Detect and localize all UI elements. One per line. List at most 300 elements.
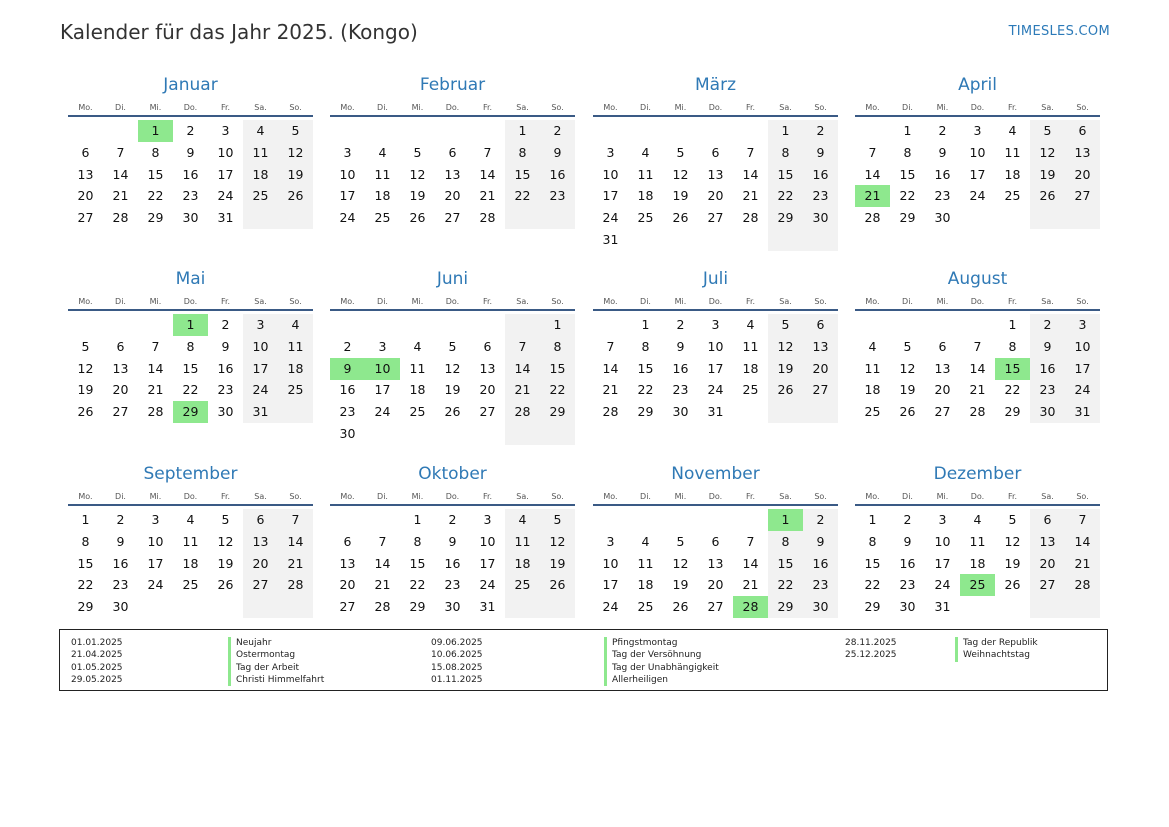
day-cell: 17 — [707, 360, 724, 376]
weekday-label: Do. — [183, 297, 198, 306]
legend-date: 01.11.2025 — [431, 674, 483, 685]
weekday-label: So. — [551, 492, 564, 501]
legend-holiday-name: Allerheiligen — [604, 674, 719, 686]
day-grid — [68, 120, 313, 252]
weekday-label: Do. — [445, 297, 460, 306]
day-cell: 26 — [540, 574, 575, 596]
day-cell: 26 — [1030, 185, 1065, 207]
day-cell: 27 — [444, 210, 461, 226]
day-cell: 19 — [672, 577, 689, 593]
day-cell: 3 — [483, 512, 492, 527]
weekday-label: Di. — [640, 492, 651, 501]
day-cell: 7 — [606, 338, 615, 354]
day-cell: 22 — [768, 574, 803, 596]
day-cell: 8 — [768, 531, 803, 553]
day-cell: 19 — [1004, 555, 1021, 571]
weekend-cell — [243, 207, 278, 229]
day-cell: 19 — [672, 188, 689, 204]
month-0 — [68, 74, 313, 252]
day-cell: 2 — [186, 123, 195, 138]
day-cell: 27 — [1030, 574, 1065, 596]
day-cell: 17 — [602, 577, 619, 593]
day-cell: 21 — [742, 577, 759, 593]
weekday-label: Di. — [377, 103, 388, 112]
month-8 — [68, 463, 313, 641]
day-cell: 27 — [77, 210, 94, 226]
weekday-label: Fr. — [745, 492, 756, 501]
day-cell: 11 — [637, 166, 654, 182]
legend-names-col-3 — [955, 637, 1038, 662]
weekday-label: Di. — [115, 103, 126, 112]
weekday-label: Do. — [445, 103, 460, 112]
day-grid — [330, 509, 575, 641]
month-name: September — [143, 464, 238, 484]
day-cell: 22 — [768, 185, 803, 207]
weekday-label: So. — [814, 492, 827, 501]
day-cell: 18 — [278, 358, 313, 380]
day-cell: 17 — [934, 555, 951, 571]
weekday-label: Do. — [445, 492, 460, 501]
day-cell: 27 — [1065, 185, 1100, 207]
day-cell: 20 — [1065, 164, 1100, 186]
day-cell: 25 — [505, 574, 540, 596]
day-cell: 15 — [540, 358, 575, 380]
day-cell: 27 — [243, 574, 278, 596]
weekend-cell — [278, 596, 313, 618]
day-cell: 22 — [505, 185, 540, 207]
day-cell: 5 — [81, 338, 90, 354]
weekend-cell — [1030, 207, 1065, 229]
day-cell: 25 — [637, 599, 654, 615]
day-cell: 10 — [1065, 336, 1100, 358]
day-cell: 31 — [1065, 401, 1100, 423]
day-cell: 26 — [217, 577, 234, 593]
day-cell: 13 — [1030, 531, 1065, 553]
month-name: April — [958, 75, 997, 95]
weekday-label: Sa. — [1041, 492, 1054, 501]
day-cell: 24 — [1065, 379, 1100, 401]
day-cell: 9 — [186, 144, 195, 160]
day-cell: 13 — [479, 360, 496, 376]
weekday-label: Mi. — [936, 492, 949, 501]
day-cell: 6 — [1030, 509, 1065, 531]
legend-dates-col-1 — [71, 637, 123, 686]
day-cell: 27 — [479, 404, 496, 420]
day-cell: 17 — [339, 188, 356, 204]
day-cell: 9 — [803, 142, 838, 164]
month-name: Januar — [163, 75, 218, 95]
weekend-cell — [1065, 207, 1100, 229]
day-cell: 20 — [707, 188, 724, 204]
weekday-label: Fr. — [1007, 492, 1018, 501]
weekday-label: Mo. — [865, 492, 880, 501]
weekday-label: Mi. — [149, 492, 162, 501]
weekday-header — [593, 489, 838, 506]
day-cell: 19 — [409, 188, 426, 204]
weekday-label: So. — [1076, 297, 1089, 306]
weekday-label: Do. — [708, 103, 723, 112]
day-cell: 5 — [676, 533, 685, 549]
legend-dates-col-2 — [431, 637, 483, 686]
weekend-cell — [768, 401, 803, 423]
day-cell: 7 — [505, 336, 540, 358]
day-cell: 15 — [768, 553, 803, 575]
day-cell: 6 — [343, 533, 352, 549]
day-cell: 14 — [278, 531, 313, 553]
day-cell: 13 — [803, 336, 838, 358]
day-cell: 22 — [409, 577, 426, 593]
day-cell: 18 — [1004, 166, 1021, 182]
weekend-cell — [803, 229, 838, 251]
weekday-label: Sa. — [516, 297, 529, 306]
weekday-label: Di. — [902, 492, 913, 501]
day-cell: 29 — [637, 404, 654, 420]
brand-link[interactable]: TIMESLES.COM — [1008, 24, 1110, 39]
month-1 — [330, 74, 575, 252]
day-cell: 13 — [707, 555, 724, 571]
weekday-label: Mi. — [674, 103, 687, 112]
day-grid — [855, 120, 1100, 252]
day-cell: 4 — [186, 512, 195, 527]
month-5 — [330, 268, 575, 446]
day-cell: 24 — [147, 577, 164, 593]
month-name: Dezember — [933, 464, 1022, 484]
day-cell: 6 — [711, 533, 720, 549]
legend-date: 01.05.2025 — [71, 662, 123, 673]
day-cell: 11 — [243, 142, 278, 164]
day-cell: 27 — [339, 599, 356, 615]
weekday-header — [68, 294, 313, 311]
day-cell: 4 — [413, 338, 422, 354]
weekday-label: Di. — [377, 492, 388, 501]
day-cell: 24 — [374, 404, 391, 420]
day-cell: 29 — [899, 210, 916, 226]
day-cell: 20 — [444, 188, 461, 204]
day-cell: 17 — [374, 382, 391, 398]
day-cell: 30 — [182, 210, 199, 226]
day-cell: 9 — [903, 533, 912, 549]
day-cell: 20 — [1030, 553, 1065, 575]
month-name: Februar — [419, 75, 486, 95]
day-cell: 21 — [278, 553, 313, 575]
day-cell: 6 — [803, 314, 838, 336]
day-cell: 23 — [339, 404, 356, 420]
weekday-label: Mi. — [936, 103, 949, 112]
day-cell: 10 — [934, 533, 951, 549]
day-cell: 26 — [1004, 577, 1021, 593]
day-cell: 3 — [606, 144, 615, 160]
legend-names-col-2 — [604, 637, 719, 686]
weekday-header — [855, 294, 1100, 311]
day-cell: 13 — [1065, 142, 1100, 164]
legend-date: 09.06.2025 — [431, 638, 483, 648]
day-cell: 21 — [742, 188, 759, 204]
day-cell: 15 — [637, 360, 654, 376]
weekday-label: Di. — [115, 492, 126, 501]
day-cell: 21 — [1065, 553, 1100, 575]
weekday-header — [593, 100, 838, 117]
weekday-label: So. — [551, 103, 564, 112]
weekday-label: Fr. — [1007, 297, 1018, 306]
day-cell: 10 — [339, 166, 356, 182]
weekday-label: Mo. — [603, 297, 618, 306]
weekday-label: Mo. — [340, 297, 355, 306]
day-cell: 13 — [77, 166, 94, 182]
day-cell: 21 — [479, 188, 496, 204]
day-cell: 20 — [934, 382, 951, 398]
weekday-label: Do. — [183, 492, 198, 501]
holiday-day-cell: 28 — [733, 596, 768, 618]
day-cell: 19 — [540, 553, 575, 575]
day-cell: 12 — [77, 360, 94, 376]
day-cell: 5 — [1030, 120, 1065, 142]
weekday-header — [68, 489, 313, 506]
weekday-label: Sa. — [516, 492, 529, 501]
day-cell: 22 — [540, 379, 575, 401]
weekday-label: Sa. — [779, 492, 792, 501]
weekday-label: Mo. — [78, 297, 93, 306]
weekday-label: Fr. — [745, 103, 756, 112]
day-cell: 31 — [479, 599, 496, 615]
holiday-day-cell: 1 — [768, 509, 803, 531]
weekday-label: Do. — [708, 297, 723, 306]
page-title: Kalender für das Jahr 2025. (Kongo) — [60, 20, 418, 44]
weekday-header — [855, 489, 1100, 506]
day-cell: 18 — [969, 555, 986, 571]
weekday-label: Di. — [902, 297, 913, 306]
day-cell: 11 — [374, 166, 391, 182]
day-cell: 7 — [116, 144, 125, 160]
day-cell: 15 — [147, 166, 164, 182]
day-cell: 17 — [602, 188, 619, 204]
day-cell: 5 — [540, 509, 575, 531]
day-cell: 8 — [81, 533, 90, 549]
day-cell: 1 — [768, 120, 803, 142]
month-9 — [330, 463, 575, 641]
day-cell: 15 — [768, 164, 803, 186]
day-cell: 8 — [413, 533, 422, 549]
day-cell: 21 — [374, 577, 391, 593]
weekend-cell — [505, 314, 540, 336]
weekday-label: Di. — [640, 297, 651, 306]
day-cell: 15 — [77, 555, 94, 571]
weekday-label: So. — [1076, 103, 1089, 112]
day-cell: 5 — [221, 512, 230, 527]
weekday-label: Fr. — [482, 492, 493, 501]
day-cell: 2 — [448, 512, 457, 527]
day-cell: 26 — [444, 404, 461, 420]
day-cell: 12 — [278, 142, 313, 164]
day-cell: 18 — [505, 553, 540, 575]
day-cell: 18 — [374, 188, 391, 204]
weekday-label: Mo. — [603, 103, 618, 112]
legend-names-col-1 — [228, 637, 324, 686]
day-cell: 5 — [278, 120, 313, 142]
weekday-label: So. — [289, 492, 302, 501]
weekday-label: Mo. — [865, 297, 880, 306]
weekend-cell — [540, 423, 575, 445]
day-cell: 26 — [409, 210, 426, 226]
day-cell: 31 — [707, 404, 724, 420]
day-cell: 4 — [1008, 123, 1017, 138]
weekday-label: Fr. — [220, 492, 231, 501]
day-cell: 23 — [934, 188, 951, 204]
day-cell: 5 — [1008, 512, 1017, 527]
day-cell: 4 — [243, 120, 278, 142]
day-cell: 19 — [899, 382, 916, 398]
weekday-label: Mo. — [865, 103, 880, 112]
day-grid — [68, 509, 313, 641]
weekday-label: Mo. — [340, 492, 355, 501]
day-cell: 2 — [116, 512, 125, 527]
day-cell: 7 — [868, 144, 877, 160]
day-cell: 24 — [602, 210, 619, 226]
day-cell: 12 — [1030, 142, 1065, 164]
day-cell: 31 — [243, 401, 278, 423]
day-cell: 11 — [742, 338, 759, 354]
legend-holiday-name: Ostermontag — [228, 649, 324, 661]
day-cell: 10 — [602, 166, 619, 182]
day-cell: 20 — [707, 577, 724, 593]
weekday-header — [330, 489, 575, 506]
day-cell: 4 — [378, 144, 387, 160]
day-cell: 4 — [505, 509, 540, 531]
day-cell: 3 — [606, 533, 615, 549]
day-cell: 3 — [343, 144, 352, 160]
weekday-label: Sa. — [254, 297, 267, 306]
day-cell: 8 — [186, 338, 195, 354]
day-cell: 13 — [444, 166, 461, 182]
day-cell: 12 — [217, 533, 234, 549]
day-cell: 12 — [1004, 533, 1021, 549]
day-cell: 20 — [112, 382, 129, 398]
day-cell: 26 — [672, 210, 689, 226]
day-cell: 1 — [505, 120, 540, 142]
day-cell: 3 — [378, 338, 387, 354]
day-cell: 20 — [77, 188, 94, 204]
day-cell: 7 — [973, 338, 982, 354]
day-cell: 13 — [934, 360, 951, 376]
month-name: Oktober — [418, 464, 487, 484]
day-grid — [593, 120, 838, 252]
weekday-label: Mi. — [411, 297, 424, 306]
day-cell: 28 — [864, 210, 881, 226]
weekday-label: So. — [814, 297, 827, 306]
weekend-cell — [540, 207, 575, 229]
day-cell: 15 — [899, 166, 916, 182]
day-cell: 12 — [672, 166, 689, 182]
day-cell: 25 — [637, 210, 654, 226]
day-cell: 6 — [81, 144, 90, 160]
day-cell: 22 — [77, 577, 94, 593]
month-name: März — [695, 75, 736, 95]
day-cell: 16 — [217, 360, 234, 376]
day-cell: 5 — [448, 338, 457, 354]
day-cell: 7 — [1065, 509, 1100, 531]
month-4 — [68, 268, 313, 446]
day-cell: 10 — [147, 533, 164, 549]
day-cell: 12 — [768, 336, 803, 358]
month-10 — [593, 463, 838, 641]
day-cell: 11 — [505, 531, 540, 553]
day-cell: 30 — [217, 404, 234, 420]
day-cell: 2 — [938, 123, 947, 138]
day-cell: 13 — [112, 360, 129, 376]
day-cell: 24 — [339, 210, 356, 226]
day-cell: 19 — [77, 382, 94, 398]
day-cell: 28 — [1065, 574, 1100, 596]
day-cell: 6 — [483, 338, 492, 354]
legend-date: 21.04.2025 — [71, 650, 123, 661]
day-cell: 28 — [278, 574, 313, 596]
legend-holiday-name: Neujahr — [228, 637, 324, 649]
weekday-label: Mi. — [674, 297, 687, 306]
day-cell: 11 — [637, 555, 654, 571]
day-cell: 25 — [278, 379, 313, 401]
weekend-cell — [1065, 596, 1100, 618]
day-cell: 16 — [444, 555, 461, 571]
day-grid — [330, 314, 575, 446]
day-cell: 8 — [540, 336, 575, 358]
day-cell: 25 — [409, 404, 426, 420]
holiday-legend — [59, 629, 1108, 691]
day-cell: 6 — [116, 338, 125, 354]
month-11 — [855, 463, 1100, 641]
day-cell: 8 — [1008, 338, 1017, 354]
day-cell: 23 — [803, 574, 838, 596]
month-name: August — [947, 269, 1008, 289]
day-cell: 28 — [602, 404, 619, 420]
month-name: November — [671, 464, 760, 484]
day-grid — [593, 509, 838, 641]
weekend-cell — [243, 596, 278, 618]
day-cell: 16 — [182, 166, 199, 182]
day-cell: 20 — [339, 577, 356, 593]
day-cell: 12 — [540, 531, 575, 553]
day-cell: 11 — [864, 360, 881, 376]
day-cell: 1 — [903, 123, 912, 138]
weekend-cell — [278, 207, 313, 229]
day-cell: 17 — [217, 166, 234, 182]
day-cell: 26 — [77, 404, 94, 420]
day-cell: 8 — [505, 142, 540, 164]
day-cell: 7 — [151, 338, 160, 354]
weekend-cell — [1030, 596, 1065, 618]
day-cell: 14 — [479, 166, 496, 182]
day-cell: 18 — [243, 164, 278, 186]
day-cell: 3 — [973, 123, 982, 138]
weekday-label: Do. — [970, 297, 985, 306]
day-cell: 6 — [1065, 120, 1100, 142]
weekday-label: Fr. — [220, 297, 231, 306]
day-cell: 7 — [378, 533, 387, 549]
day-cell: 21 — [147, 382, 164, 398]
day-cell: 2 — [540, 120, 575, 142]
day-cell: 16 — [112, 555, 129, 571]
day-cell: 3 — [711, 317, 720, 332]
day-cell: 23 — [803, 185, 838, 207]
day-cell: 28 — [969, 404, 986, 420]
weekday-label: Fr. — [220, 103, 231, 112]
legend-date: 29.05.2025 — [71, 674, 123, 685]
day-cell: 14 — [374, 555, 391, 571]
day-cell: 28 — [147, 404, 164, 420]
day-cell: 29 — [409, 599, 426, 615]
legend-date: 28.11.2025 — [845, 638, 897, 648]
day-cell: 5 — [768, 314, 803, 336]
day-cell: 9 — [116, 533, 125, 549]
weekday-label: So. — [289, 103, 302, 112]
